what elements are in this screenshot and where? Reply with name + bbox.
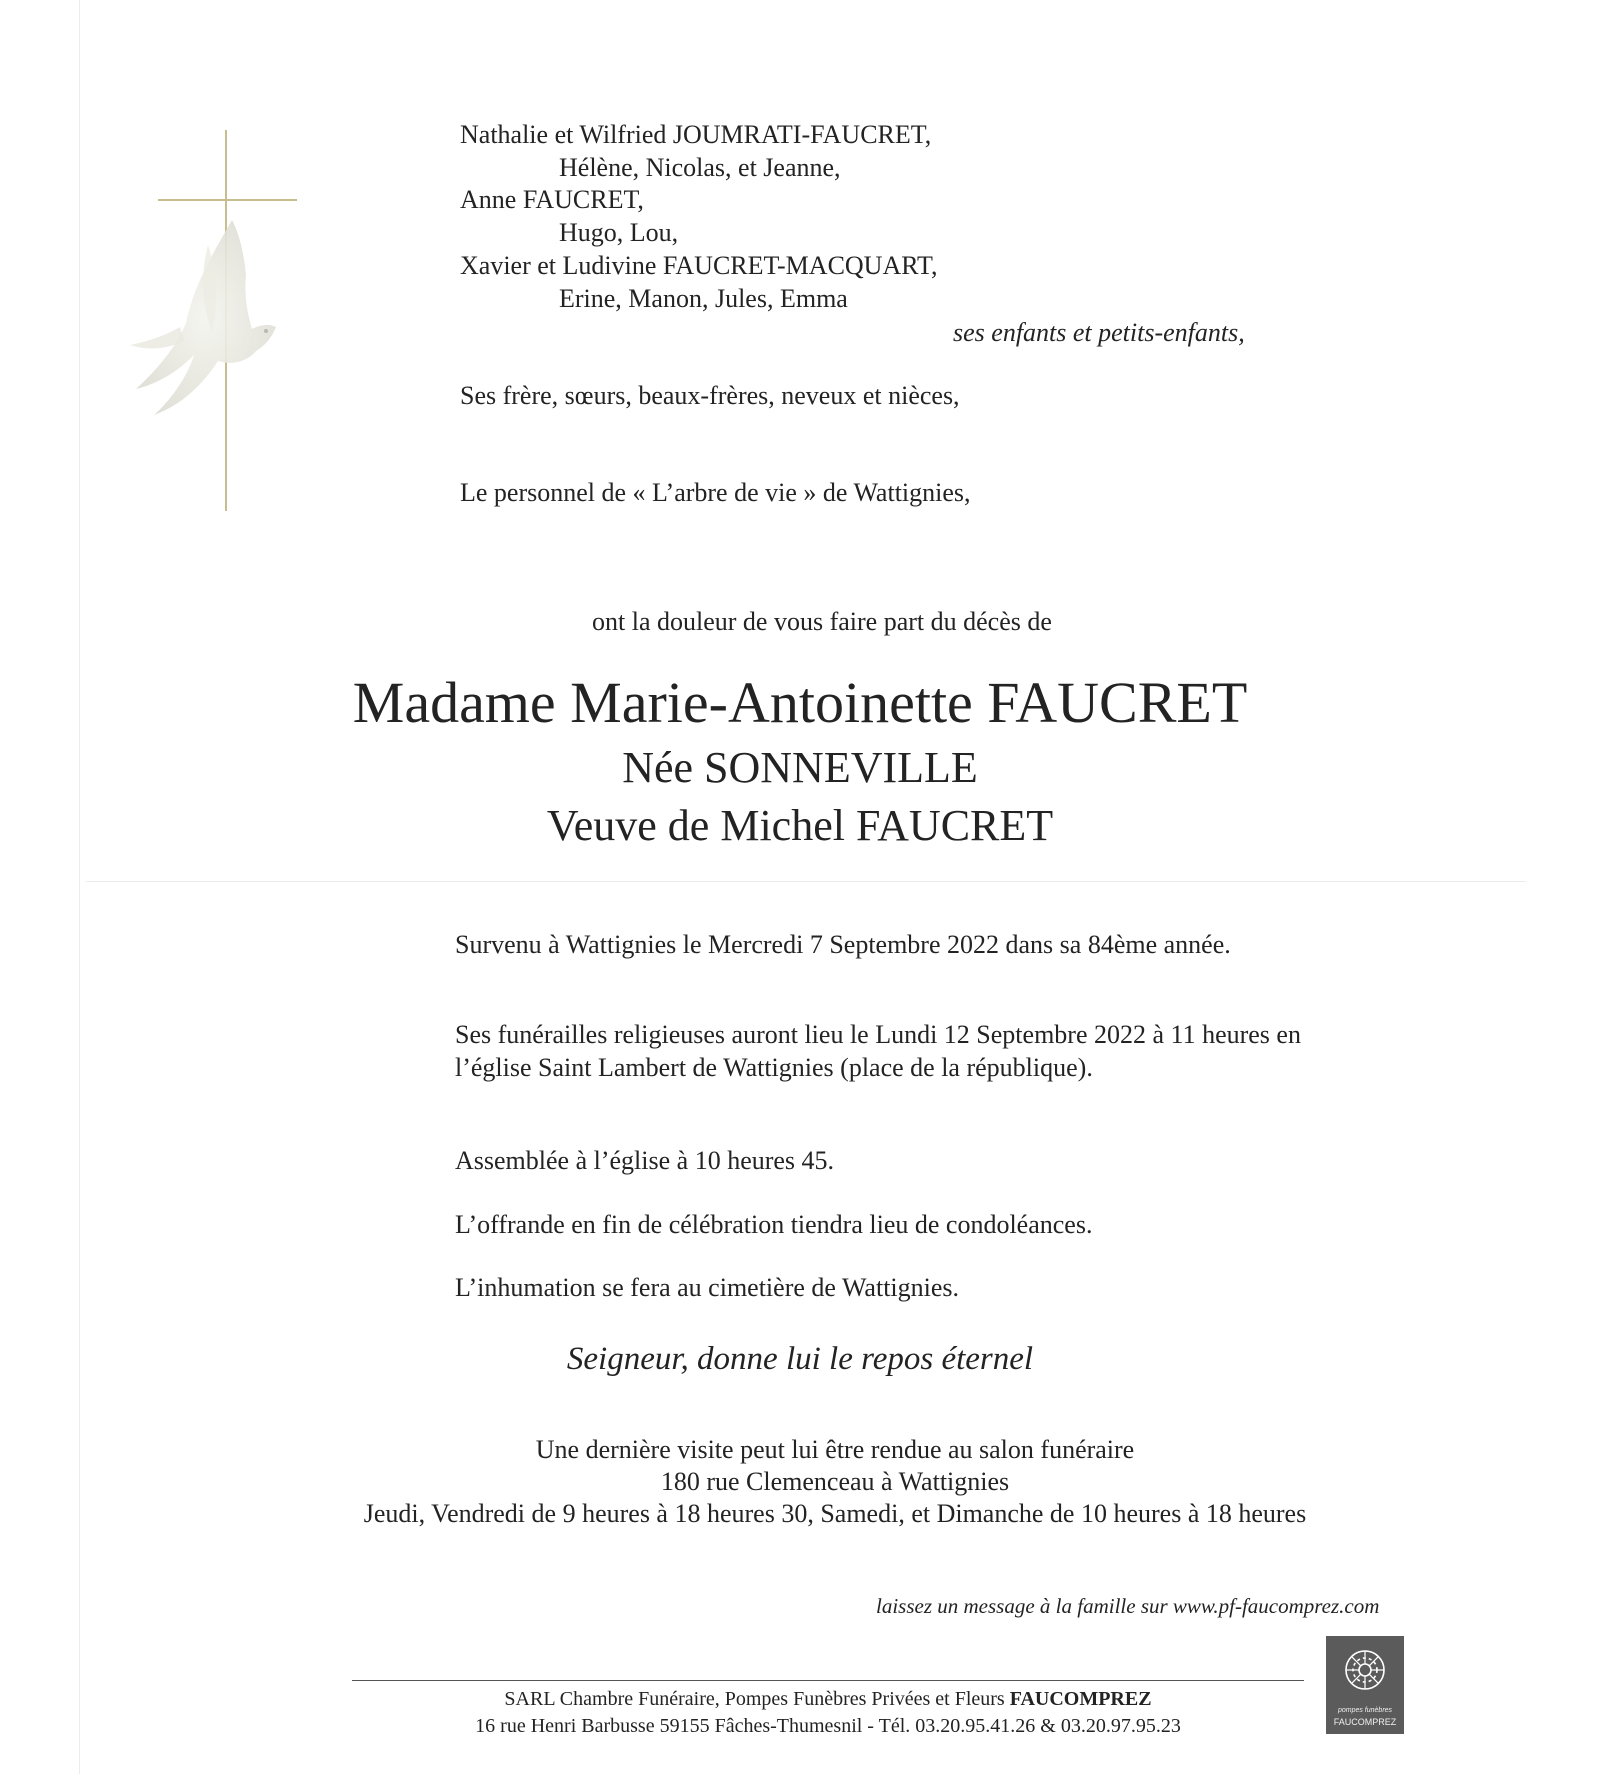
family-relation: ses enfants et petits-enfants, xyxy=(953,318,1245,347)
family-line-6: Erine, Manon, Jules, Emma xyxy=(559,284,848,313)
prayer-line: Seigneur, donne lui le repos éternel xyxy=(566,1341,1034,1377)
assembly-line: Assemblée à l’église à 10 heures 45. xyxy=(455,1146,835,1175)
deceased-widow-of: Veuve de Michel FAUCRET xyxy=(546,801,1054,850)
footer-company xyxy=(352,1686,1304,1712)
siblings-line: Ses frère, sœurs, beaux-frères, neveux et nièces, xyxy=(460,381,960,410)
deceased-birth-name: Née SONNEVILLE xyxy=(622,743,978,792)
funeral-line-1: Ses funérailles religieuses auront lieu le Lundi 12 Septembre 2022 à 11 heures en xyxy=(455,1020,1301,1049)
rosette-icon xyxy=(1326,1636,1404,1706)
faucomprez-logo xyxy=(1326,1636,1404,1734)
website-note: laissez un message à la famille sur www.pf-faucomprez.com xyxy=(876,1594,1380,1618)
page-edge xyxy=(79,0,80,1774)
offering-line: L’offrande en fin de célébration tiendra lieu de condoléances. xyxy=(455,1210,1093,1239)
cross-horizontal-bar xyxy=(158,199,297,201)
death-details: Survenu à Wattignies le Mercredi 7 Septembre 2022 dans sa 84ème année. xyxy=(455,930,1231,959)
family-line-1: Nathalie et Wilfried JOUMRATI-FAUCRET, xyxy=(460,120,932,149)
footer-company-name: FAUCOMPREZ xyxy=(1009,1688,1152,1710)
fold-line xyxy=(86,881,1526,882)
family-line-5: Xavier et Ludivine FAUCRET-MACQUART, xyxy=(460,251,938,280)
funeral-line-2: l’église Saint Lambert de Wattignies (place de la république). xyxy=(455,1053,1093,1082)
footer-address: 16 rue Henri Barbusse 59155 Fâches-Thumesnil - Tél. 03.20.95.41.26 & 03.20.97.95.23 xyxy=(475,1715,1181,1737)
dove-icon xyxy=(120,215,300,435)
footer-company-prefix: SARL Chambre Funéraire, Pompes Funèbres Privées et Fleurs xyxy=(504,1688,1005,1710)
logo-name: FAUCOMPREZ xyxy=(1333,1717,1397,1727)
burial-line: L’inhumation se fera au cimetière de Wattignies. xyxy=(455,1273,960,1302)
announcement-line: ont la douleur de vous faire part du décès de xyxy=(592,607,1052,636)
visit-line-1: Une dernière visite peut lui être rendue au salon funéraire xyxy=(535,1435,1135,1464)
family-line-4: Hugo, Lou, xyxy=(559,218,679,247)
family-line-3: Anne FAUCRET, xyxy=(460,185,644,214)
family-line-2: Hélène, Nicolas, et Jeanne, xyxy=(559,153,841,182)
visit-line-2: 180 rue Clemenceau à Wattignies xyxy=(660,1467,1010,1496)
staff-line: Le personnel de « L’arbre de vie » de Wattignies, xyxy=(460,478,971,507)
logo-tagline: pompes funèbres xyxy=(1337,1707,1393,1714)
deceased-name: Madame Marie-Antoinette FAUCRET xyxy=(352,670,1248,735)
footer-rule xyxy=(352,1680,1304,1681)
visit-line-3: Jeudi, Vendredi de 9 heures à 18 heures 30, Samedi, et Dimanche de 10 heures à 18 heures xyxy=(363,1499,1307,1528)
